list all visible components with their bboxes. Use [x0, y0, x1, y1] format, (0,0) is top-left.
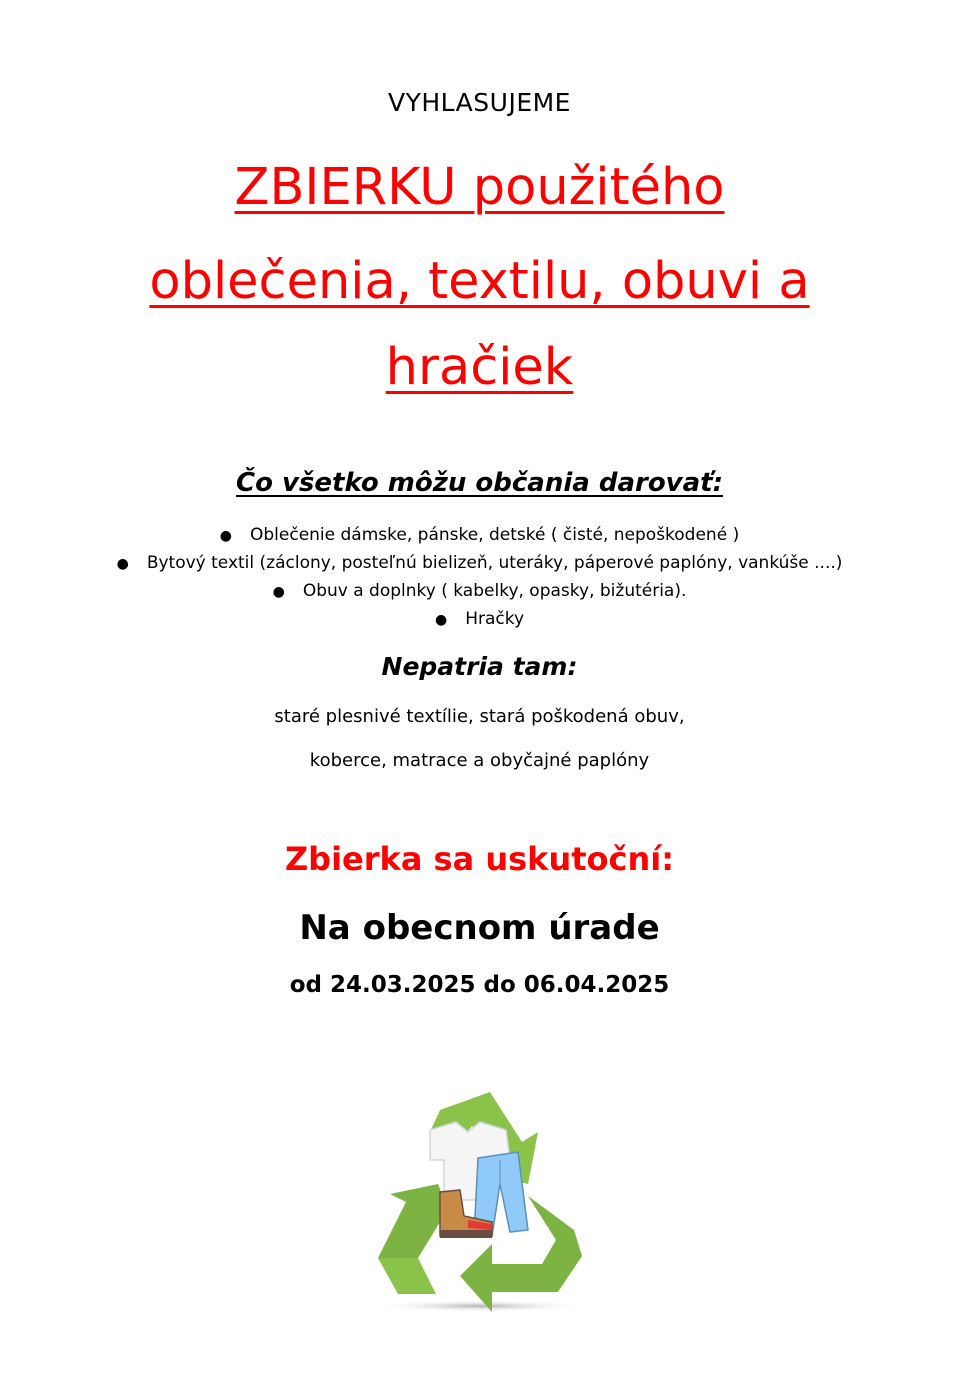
event-dates: od 24.03.2025 do 06.04.2025: [289, 972, 670, 998]
event-heading: Zbierka sa uskutoční:: [284, 840, 675, 878]
not-allowed-heading: Nepatria tam:: [381, 652, 578, 681]
list-item-text: Hračky: [465, 609, 525, 629]
list-item-text: Obuv a doplnky ( kabelky, opasky, bižutéria).: [302, 581, 687, 601]
list-item: [0, 608, 959, 631]
bullet-icon: ●: [116, 556, 129, 572]
title-line-3: hračiek: [385, 338, 574, 397]
title-line-1: ZBIERKU použitého: [234, 158, 725, 217]
recycle-clothes-icon: [360, 1080, 600, 1320]
bullet-icon: ●: [272, 584, 285, 600]
title-line-2: oblečenia, textilu, obuvi a: [149, 252, 810, 311]
list-item: [0, 580, 959, 603]
intro-text: VYHLASUJEME: [388, 88, 571, 117]
list-item: [0, 524, 959, 547]
not-allowed-line-2: koberce, matrace a obyčajné paplóny: [309, 750, 650, 771]
list-item-text: Oblečenie dámske, pánske, detské ( čisté, nepoškodené ): [250, 525, 740, 545]
list-item-text: Bytový textil (záclony, posteľnú bielizeň, uteráky, páperové paplóny, vankúše ....): [146, 553, 843, 573]
bullet-icon: ●: [219, 528, 232, 544]
not-allowed-line-1: staré plesnivé textílie, stará poškodená obuv,: [274, 706, 685, 727]
list-item: [0, 552, 959, 575]
event-place: Na obecnom úrade: [299, 908, 660, 948]
bullet-icon: ●: [434, 612, 448, 628]
donate-heading: Čo všetko môžu občania darovať:: [235, 468, 724, 498]
